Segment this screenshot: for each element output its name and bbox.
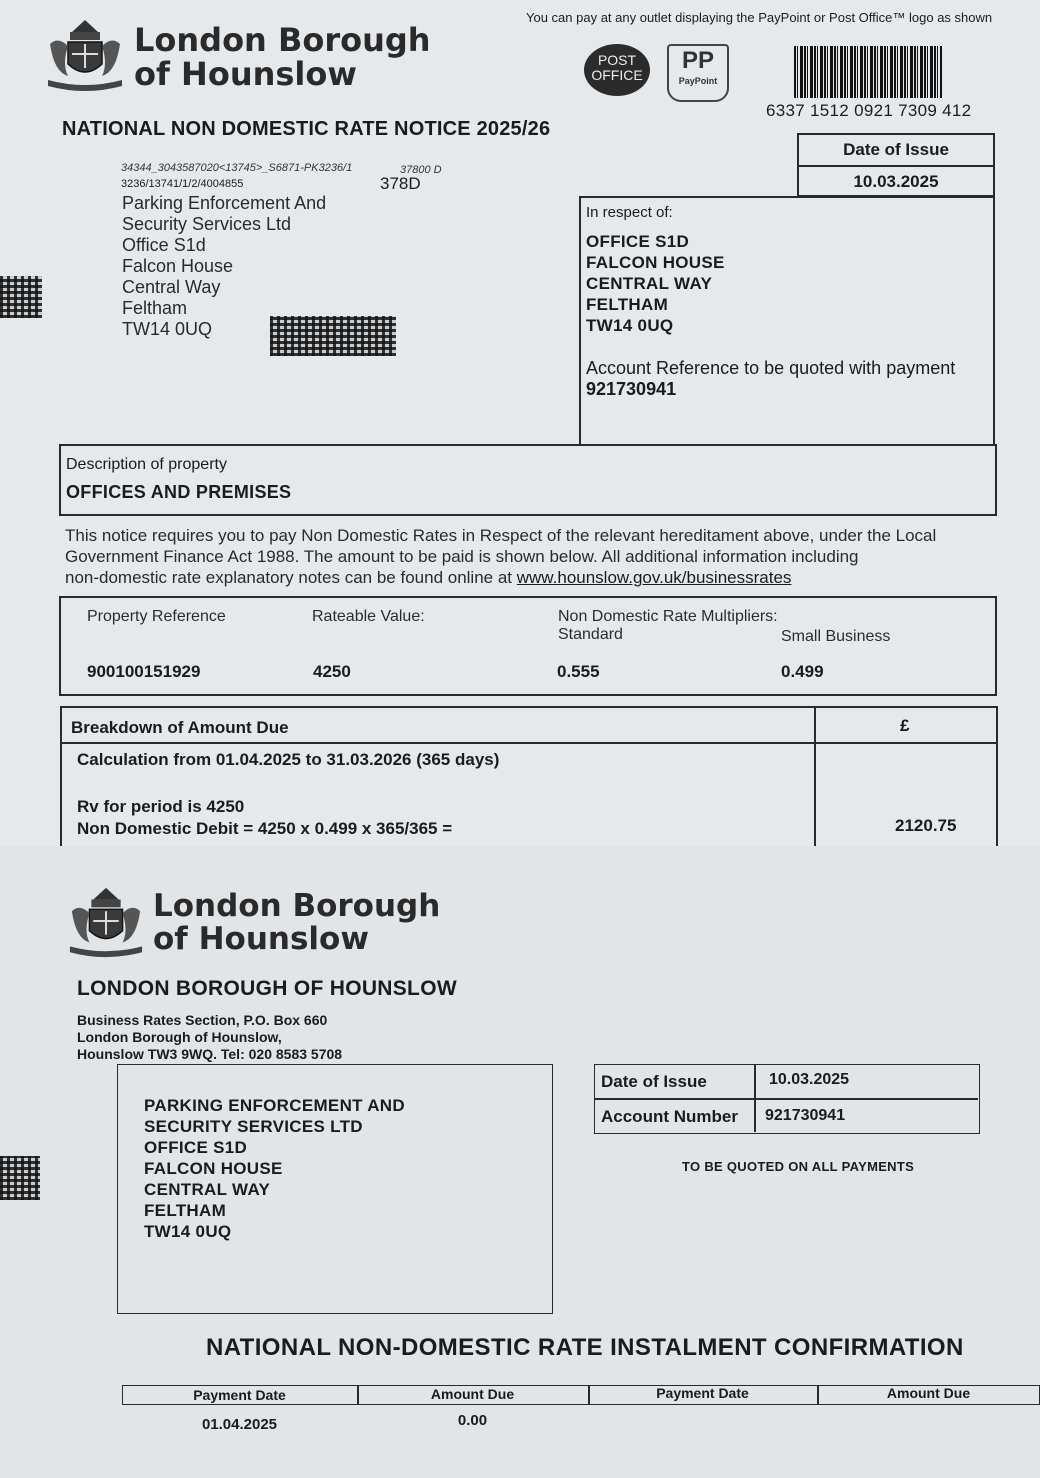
council-address-line: Business Rates Section, P.O. Box 660	[77, 1012, 328, 1028]
rateable-value: 4250	[313, 662, 351, 681]
description-value: OFFICES AND PREMISES	[66, 482, 292, 502]
date-of-issue-box	[797, 133, 995, 197]
council-crest-icon	[64, 882, 148, 960]
instalment-title: NATIONAL NON-DOMESTIC RATE INSTALMENT CONFIRMATION	[206, 1334, 964, 1361]
standard-multiplier: 0.555	[557, 662, 600, 681]
slip-recipient-line: FALCON HOUSE	[144, 1159, 283, 1178]
slip-account-row-divider	[595, 1098, 978, 1100]
property-address-line: TW14 0UQ	[586, 316, 674, 335]
slip-account-value: 921730941	[765, 1107, 846, 1124]
business-rates-link[interactable]: www.hounslow.gov.uk/businessrates	[516, 568, 792, 587]
slip-recipient-line: CENTRAL WAY	[144, 1180, 271, 1199]
notice-line1: This notice requires you to pay Non Domestic Rates in Respect of the relevant hereditament above, under the Local	[65, 526, 937, 545]
mail-code-line2: 3236/13741/1/2/4004855	[121, 178, 244, 190]
account-ref-value: 921730941	[586, 379, 677, 399]
slip-recipient-box	[117, 1064, 553, 1314]
post-office-line1: POST	[597, 52, 637, 68]
property-address-line: FALCON HOUSE	[586, 253, 725, 272]
mail-code-line2b: 378D	[380, 174, 421, 193]
council-name-line2: of Hounslow	[134, 54, 357, 93]
council-crest-icon	[42, 14, 128, 94]
slip-account-col-divider	[754, 1065, 756, 1132]
instalment-row-amount: 0.00	[457, 1412, 488, 1429]
property-address-line: CENTRAL WAY	[586, 274, 713, 293]
property-address-line: OFFICE S1D	[586, 232, 690, 251]
slip-recipient-line: OFFICE S1D	[144, 1138, 248, 1157]
breakdown-column-divider	[814, 708, 816, 846]
payment-barcode	[794, 46, 942, 98]
recipient-line: Security Services Ltd	[122, 214, 292, 234]
recipient-line: Falcon House	[122, 256, 234, 276]
breakdown-debit: Non Domestic Debit = 4250 x 0.499 x 365/365 =	[77, 819, 453, 838]
in-respect-of-label: In respect of:	[586, 204, 673, 221]
breakdown-currency: £	[900, 716, 910, 735]
recipient-line: Feltham	[122, 298, 188, 318]
notice-title: NATIONAL NON DOMESTIC RATE NOTICE 2025/26	[62, 118, 551, 140]
quote-note: TO BE QUOTED ON ALL PAYMENTS	[682, 1159, 915, 1174]
notice-line3	[65, 567, 936, 588]
slip-recipient-line: PARKING ENFORCEMENT AND	[144, 1096, 405, 1115]
property-address-line: FELTHAM	[586, 295, 669, 314]
side-qr-code	[0, 1156, 40, 1200]
property-details-box	[59, 596, 997, 696]
recipient-line: TW14 0UQ	[122, 319, 213, 339]
mail-code-line1b: 37800 D	[400, 164, 442, 176]
slip-date-value: 10.03.2025	[769, 1071, 850, 1088]
slip-recipient-address	[144, 1095, 405, 1242]
paypoint-name: PayPoint	[678, 76, 718, 86]
paypoint-logo	[667, 44, 729, 102]
rateable-value-label: Rateable Value:	[312, 608, 425, 625]
council-name-line2: of Hounslow	[153, 920, 369, 957]
recipient-line: Office S1d	[122, 235, 206, 255]
barcode-number: 6337 1512 0921 7309 412	[766, 101, 972, 120]
council-address-line: Hounslow TW3 9WQ. Tel: 020 8583 5708	[77, 1046, 343, 1062]
instalment-header-payment-date: Payment Date	[193, 1387, 286, 1403]
instalment-table	[122, 1385, 1040, 1465]
slip-recipient-line: TW14 0UQ	[144, 1222, 232, 1241]
date-of-issue-label: Date of Issue	[799, 135, 993, 167]
instalment-row-date: 01.04.2025	[201, 1416, 278, 1433]
pay-notice: You can pay at any outlet displaying the PayPoint or Post Office™ logo as shown	[526, 10, 993, 25]
breakdown-amount: 2120.75	[895, 816, 957, 835]
post-office-logo	[584, 44, 650, 96]
council-logo-text	[153, 890, 440, 955]
notice-paragraph	[65, 525, 936, 588]
slip-account-label: Account Number	[601, 1107, 738, 1126]
multipliers-label: Non Domestic Rate Multipliers:	[558, 608, 778, 625]
instalment-slip-sheet	[0, 846, 1040, 1478]
council-address-line: London Borough of Hounslow,	[77, 1029, 282, 1045]
standard-label: Standard	[558, 626, 623, 643]
in-respect-of-box	[579, 196, 995, 446]
notice-line2: Government Finance Act 1988. The amount to be paid is shown below. All additional information including	[65, 547, 859, 566]
breakdown-rv-period: Rv for period is 4250	[77, 797, 245, 816]
property-ref-label: Property Reference	[87, 608, 226, 625]
slip-recipient-line: FELTHAM	[144, 1201, 227, 1220]
slip-account-box	[594, 1064, 980, 1134]
property-ref-value: 900100151929	[87, 662, 201, 681]
date-of-issue-value: 10.03.2025	[853, 172, 939, 191]
side-qr-code	[0, 276, 42, 318]
small-business-label: Small Business	[781, 628, 891, 645]
post-office-line2: OFFICE	[591, 67, 643, 83]
slip-recipient-line: SECURITY SERVICES LTD	[144, 1117, 363, 1136]
description-box	[59, 444, 997, 516]
breakdown-title: Breakdown of Amount Due	[71, 718, 289, 737]
instalment-header-amount-due: Amount Due	[430, 1386, 515, 1402]
council-name-line1: London Borough	[153, 888, 441, 924]
slip-council-caps: LONDON BOROUGH OF HOUNSLOW	[77, 977, 457, 1000]
council-logo-text	[134, 21, 431, 93]
account-ref-label: Account Reference to be quoted with payment	[586, 358, 956, 378]
description-label: Description of property	[66, 456, 227, 473]
recipient-line: Central Way	[122, 277, 221, 297]
breakdown-table	[60, 706, 998, 846]
small-business-multiplier: 0.499	[781, 662, 824, 681]
slip-date-label: Date of Issue	[601, 1072, 707, 1091]
paypoint-mark: PP	[681, 47, 714, 74]
instalment-header-payment-date: Payment Date	[656, 1385, 749, 1401]
mail-qr-code	[270, 316, 396, 356]
breakdown-calculation: Calculation from 01.04.2025 to 31.03.2026 (365 days)	[77, 750, 500, 769]
council-name-line1: London Borough	[134, 21, 431, 59]
recipient-line: Parking Enforcement And	[122, 193, 327, 213]
notice-line3-text: non-domestic rate explanatory notes can be found online at	[65, 568, 517, 587]
council-postal-address	[77, 1012, 342, 1063]
instalment-header-amount-due: Amount Due	[886, 1385, 971, 1401]
property-address	[586, 231, 993, 336]
mail-code-line1: 34344_3043587020<13745>_S6871-PK3236/1	[121, 162, 353, 174]
